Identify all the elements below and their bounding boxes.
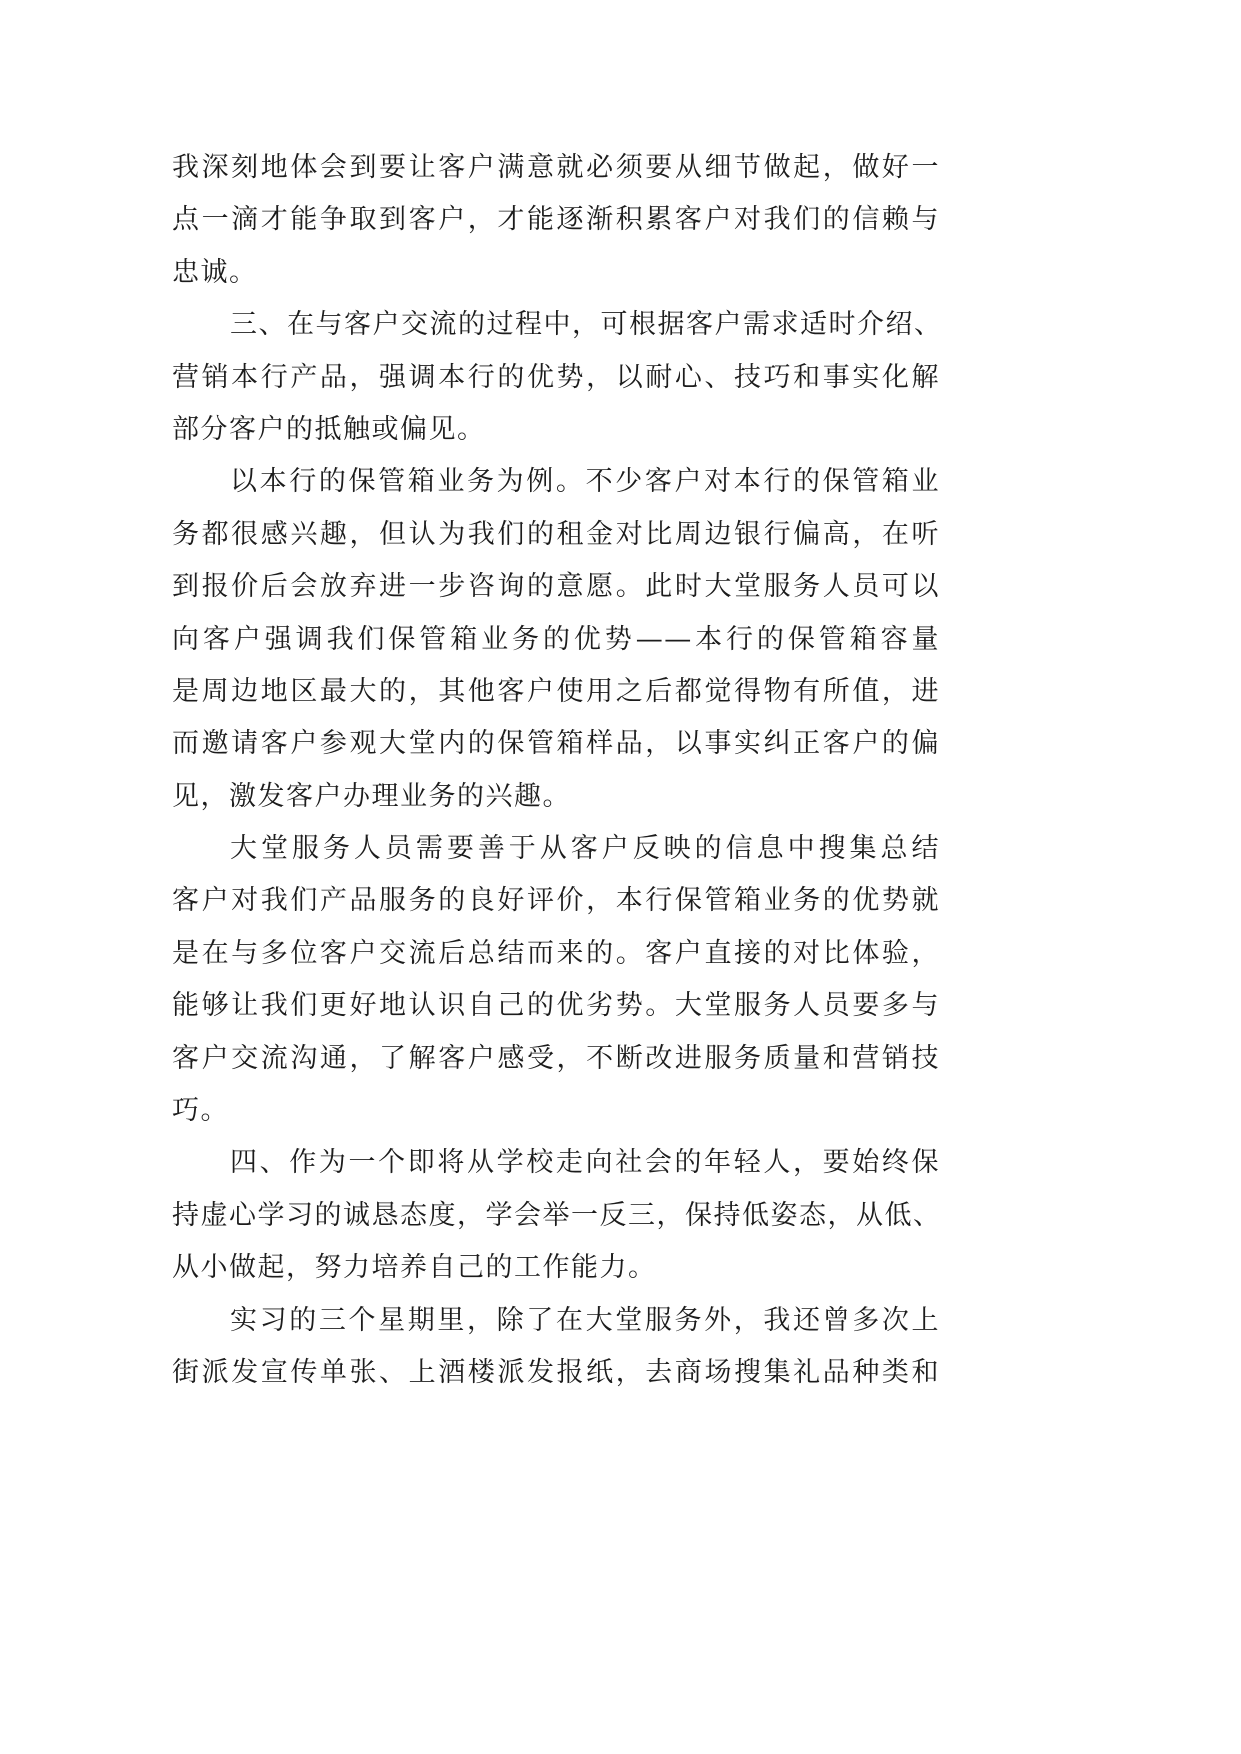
- text-line: 忠诚。: [172, 256, 258, 288]
- text-line: 客户交流沟通，了解客户感受，不断改进服务质量和营销技: [172, 1042, 940, 1074]
- paragraph: [172, 456, 940, 823]
- text-line: 是在与多位客户交流后总结而来的。客户直接的对比体验，: [172, 937, 940, 969]
- text-line: 营销本行产品，强调本行的优势，以耐心、技巧和事实化解: [172, 361, 940, 393]
- document-body: [172, 142, 943, 1399]
- paragraph: [172, 1295, 940, 1400]
- text-line: 务都很感兴趣，但认为我们的租金对比周边银行偏高，在听: [172, 518, 940, 550]
- text-line: 四、作为一个即将从学校走向社会的年轻人，要始终保: [230, 1147, 940, 1179]
- text-line: 部分客户的抵触或偏见。: [172, 413, 486, 445]
- text-line: 向客户强调我们保管箱业务的优势——本行的保管箱容量: [172, 623, 940, 655]
- text-line: 街派发宣传单张、上酒楼派发报纸，去商场搜集礼品种类和: [172, 1356, 940, 1388]
- text-line: 而邀请客户参观大堂内的保管箱样品，以事实纠正客户的偏: [172, 728, 940, 760]
- text-line: 以本行的保管箱业务为例。不少客户对本行的保管箱业: [230, 466, 940, 498]
- text-line: 能够让我们更好地认识自己的优劣势。大堂服务人员要多与: [172, 990, 940, 1022]
- text-line: 巧。: [172, 1095, 229, 1127]
- paragraph: [172, 142, 940, 299]
- text-line: 持虚心学习的诚恳态度，学会举一反三，保持低姿态，从低、: [172, 1199, 942, 1231]
- text-line: 到报价后会放弃进一步咨询的意愿。此时大堂服务人员可以: [172, 571, 940, 603]
- text-line: 三、在与客户交流的过程中，可根据客户需求适时介绍、: [230, 309, 943, 341]
- text-line: 见，激发客户办理业务的兴趣。: [172, 780, 571, 812]
- text-line: 客户对我们产品服务的良好评价，本行保管箱业务的优势就: [172, 885, 940, 917]
- paragraph: [172, 823, 940, 1137]
- paragraph: [172, 299, 943, 456]
- text-line: 我深刻地体会到要让客户满意就必须要从细节做起，做好一: [172, 152, 940, 183]
- text-line: 是周边地区最大的，其他客户使用之后都觉得物有所值，进: [172, 675, 940, 707]
- text-line: 大堂服务人员需要善于从客户反映的信息中搜集总结: [230, 833, 940, 865]
- paragraph: [172, 1137, 940, 1294]
- text-line: 从小做起，努力培养自己的工作能力。: [172, 1252, 657, 1284]
- text-line: 实习的三个星期里，除了在大堂服务外，我还曾多次上: [230, 1304, 940, 1336]
- text-line: 点一滴才能争取到客户，才能逐渐积累客户对我们的信赖与: [172, 204, 940, 236]
